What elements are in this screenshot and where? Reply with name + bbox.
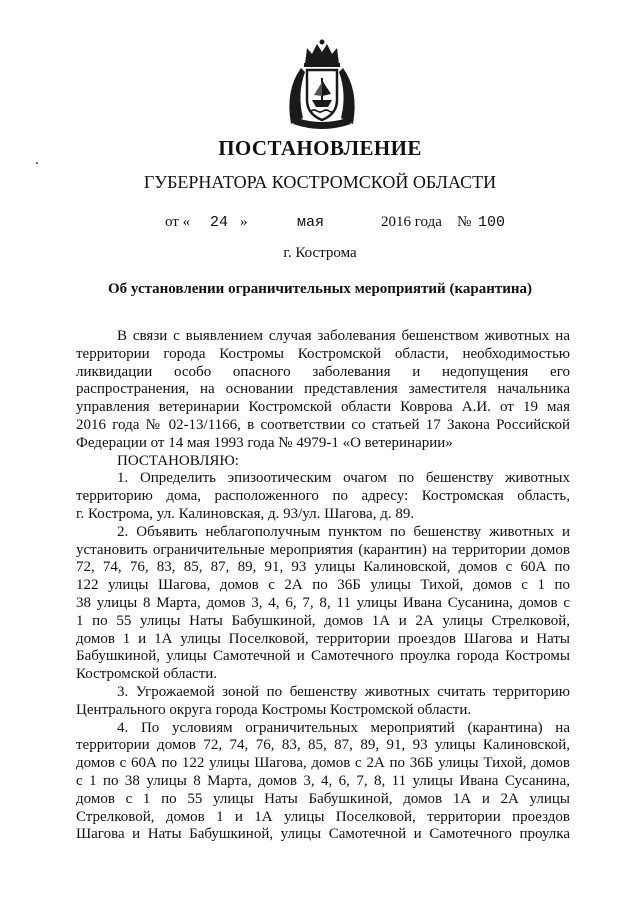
text-line: 1 по 55 улицы Наты Бабушкиной, домов 1А и 2А улицы Стрелковой, [76, 612, 570, 629]
issue-city: г. Кострома [283, 245, 357, 261]
text-line: Центрального округа города Костромы Костромской области. [76, 701, 472, 718]
text-line: территории домов 72, 74, 76, 83, 85, 87, 89, 91, 93 улицы Калиновской, [76, 737, 570, 754]
item-3 [76, 684, 570, 720]
document-number: 100 [478, 214, 506, 231]
text-line: 122 улицы Шагова, домов с 2А по 36Б улицы Тихой, домов с 1 по [76, 577, 570, 594]
text-line: домов с 60А по 122 улицы Шагова, домов с 2А по 36Б улицы Тихой, домов [76, 755, 570, 772]
text-line: установить ограничительные мероприятия (карантин) на территории домов [76, 541, 570, 558]
scan-speck [36, 162, 38, 164]
text-line: ликвидации особо опасного заболевания и недопущения его [76, 363, 570, 380]
preamble-paragraph [76, 328, 570, 453]
decree-word: ПОСТАНОВЛЯЮ: [117, 452, 239, 469]
text-line: территорию дома, расположенного по адресу: Костромская область, [76, 488, 570, 505]
text-line: В связи с выявлением случая заболевания бешенством животных на [117, 328, 570, 344]
text-line: Шагова и Наты Бабушкиной, улицы Самотечной и Самотечного проулка [76, 826, 570, 843]
item-4 [76, 720, 570, 845]
text-line: 2016 года № 02-13/1166, в соответствии со статьей 17 Закона Российской [76, 416, 570, 433]
text-line: Стрелковой, домов 1 и 1А улицы Поселковой, территории проездов [76, 808, 570, 825]
text-line: распространения, на основании представления заместителя начальника [76, 381, 570, 398]
text-line: Костромской области. [76, 666, 218, 683]
text-line: Бабушкиной, улицы Самотечной и Самотечного проулка города Костромы [76, 648, 570, 665]
date-prefix: от « [165, 214, 191, 230]
text-line: с 1 по 38 улицы 8 Марта, домов 3, 4, 6, 7, 8, 11 улицы Ивана Сусанина, [76, 772, 570, 789]
text-line: управления ветеринарии Костромской области Коврова А.И. от 19 мая [76, 399, 570, 416]
text-line: 72, 74, 76, 83, 85, 87, 89, 91, 93 улицы Калиновской, домов с 60А по [76, 559, 570, 576]
text-line: 3. Угрожаемой зоной по бешенству животных считать территорию [117, 683, 570, 700]
issuing-authority: ГУБЕРНАТОРА КОСТРОМСКОЙ ОБЛАСТИ [143, 172, 497, 192]
text-line: 2. Объявить неблагополучным пунктом по бешенству животных и [117, 523, 570, 540]
document-body [76, 328, 570, 844]
number-label: № [457, 214, 472, 230]
document-subject: Об установлении ограничительных мероприятий (карантина) [107, 281, 532, 297]
text-line: домов с 1 по 55 улицы Наты Бабушкиной, домов 1А и 2А улицы [76, 790, 570, 807]
text-line: 4. По условиям ограничительных мероприятий (карантина) на [117, 719, 570, 736]
date-close-quote: » [240, 214, 248, 230]
text-line: 38 улицы 8 Марта, домов 3, 4, 6, 7, 8, 11 улицы Ивана Сусанина, домов с [76, 594, 570, 611]
date-month: мая [297, 214, 325, 231]
kostroma-coat-of-arms-icon [281, 38, 363, 132]
date-day: 24 [210, 214, 229, 231]
text-line: Федерации от 14 мая 1993 года № 4979-1 «О ветеринарии» [76, 434, 453, 451]
text-line: территории города Костромы Костромской области, необходимостью [76, 345, 570, 362]
document-title: ПОСТАНОВЛЕНИЕ [218, 136, 422, 160]
text-line: г. Кострома, ул. Калиновская, д. 93/ул. Шагова, д. 89. [76, 505, 415, 522]
item-2 [76, 524, 570, 684]
date-year: 2016 года [381, 214, 442, 230]
text-line: домов 1 и 1А улицы Поселковой, территории проездов Шагова и Наты [76, 630, 570, 647]
text-line: 1. Определить эпизоотическим очагом по бешенству животных [117, 470, 570, 487]
item-1 [76, 470, 570, 523]
